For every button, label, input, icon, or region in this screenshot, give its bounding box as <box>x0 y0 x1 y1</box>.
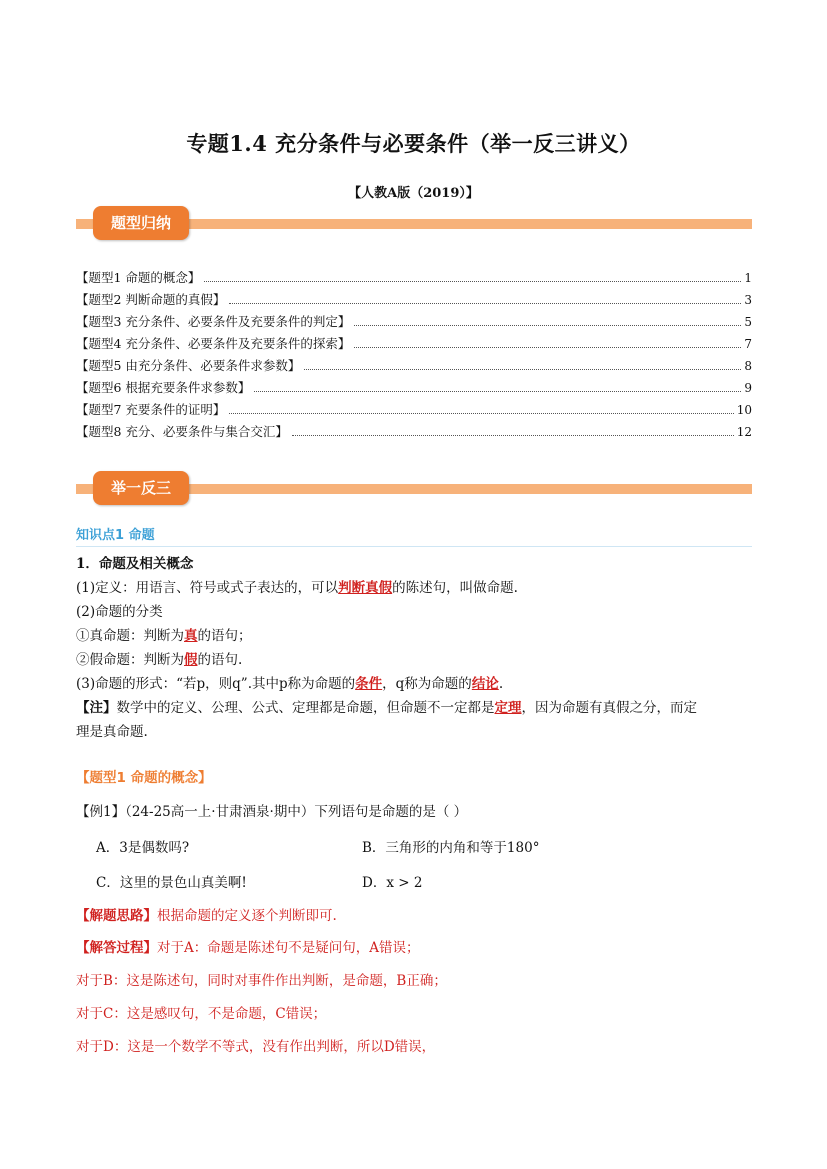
knowledge-point-heading: 知识点1 命题 <box>76 528 155 543</box>
toc-item[interactable]: 【题型2 判断命题的真假】 3 <box>76 292 752 307</box>
solution-line: 对于C：这是感叹句，不是命题，C错误； <box>76 1006 327 1022</box>
toc-item[interactable]: 【题型7 充要条件的证明】 10 <box>76 402 752 417</box>
form-line: (3)命题的形式：“若p，则q”.其中p称为命题的条件，q称为命题的结论. <box>76 676 504 692</box>
solution-process: 【解答过程】对于A：命题是陈述句不是疑问句，A错误； <box>76 940 420 956</box>
toc-item[interactable]: 【题型6 根据充要条件求参数】 9 <box>76 380 752 395</box>
option-a: A．3是偶数吗? <box>96 840 190 856</box>
definition-line: (1)定义：用语言、符号或式子表达的，可以判断真假的陈述句，叫做命题. <box>76 580 518 596</box>
concept-heading: 1．命题及相关概念 <box>76 556 194 572</box>
solution-line: 对于B：这是陈述句，同时对事件作出判断，是命题，B正确； <box>76 973 447 989</box>
edition-label: 【人教A版（2019）】 <box>348 186 479 201</box>
concept-section <box>76 552 756 744</box>
type1-heading: 【题型1 命题的概念】 <box>76 770 212 786</box>
solution-line: 对于D：这是一个数学不等式，没有作出判断，所以D错误， <box>76 1039 436 1055</box>
note-line-2: 理是真命题. <box>76 724 148 740</box>
table-of-contents <box>76 268 752 444</box>
banner-tag: 题型归纳 <box>93 206 189 240</box>
section-banner-types <box>76 206 752 242</box>
option-c: C．这里的景色山真美啊! <box>96 875 247 891</box>
divider <box>76 546 752 547</box>
toc-item[interactable]: 【题型5 由充分条件、必要条件求参数】 8 <box>76 358 752 373</box>
toc-item[interactable]: 【题型8 充分、必要条件与集合交汇】 12 <box>76 424 752 439</box>
section-banner-examples <box>76 471 752 507</box>
page-title: 专题1.4 充分条件与必要条件（举一反三讲义） <box>186 131 641 156</box>
true-proposition-line: ①真命题：判断为真的语句； <box>76 628 252 644</box>
toc-item[interactable]: 【题型1 命题的概念】 1 <box>76 270 752 285</box>
toc-item[interactable]: 【题型4 充分条件、必要条件及充要条件的探索】 7 <box>76 336 752 351</box>
example-question <box>76 800 756 824</box>
option-b: B．三角形的内角和等于180° <box>362 840 540 856</box>
classification-heading: (2)命题的分类 <box>76 604 163 620</box>
toc-item[interactable]: 【题型3 充分条件、必要条件及充要条件的判定】 5 <box>76 314 752 329</box>
option-d: D．x > 2 <box>362 875 423 891</box>
false-proposition-line: ②假命题：判断为假的语句. <box>76 652 243 668</box>
example-label: 【例1】 <box>76 804 126 820</box>
solution-idea: 【解题思路】根据命题的定义逐个判断即可. <box>76 908 337 924</box>
banner-tag: 举一反三 <box>93 471 189 505</box>
example-text: （24-25高一上·甘肃酒泉·期中）下列语句是命题的是（ ） <box>125 804 468 820</box>
note-line: 【注】数学中的定义、公理、公式、定理都是命题，但命题不一定都是定理，因为命题有真假之分，而定 <box>76 700 697 716</box>
